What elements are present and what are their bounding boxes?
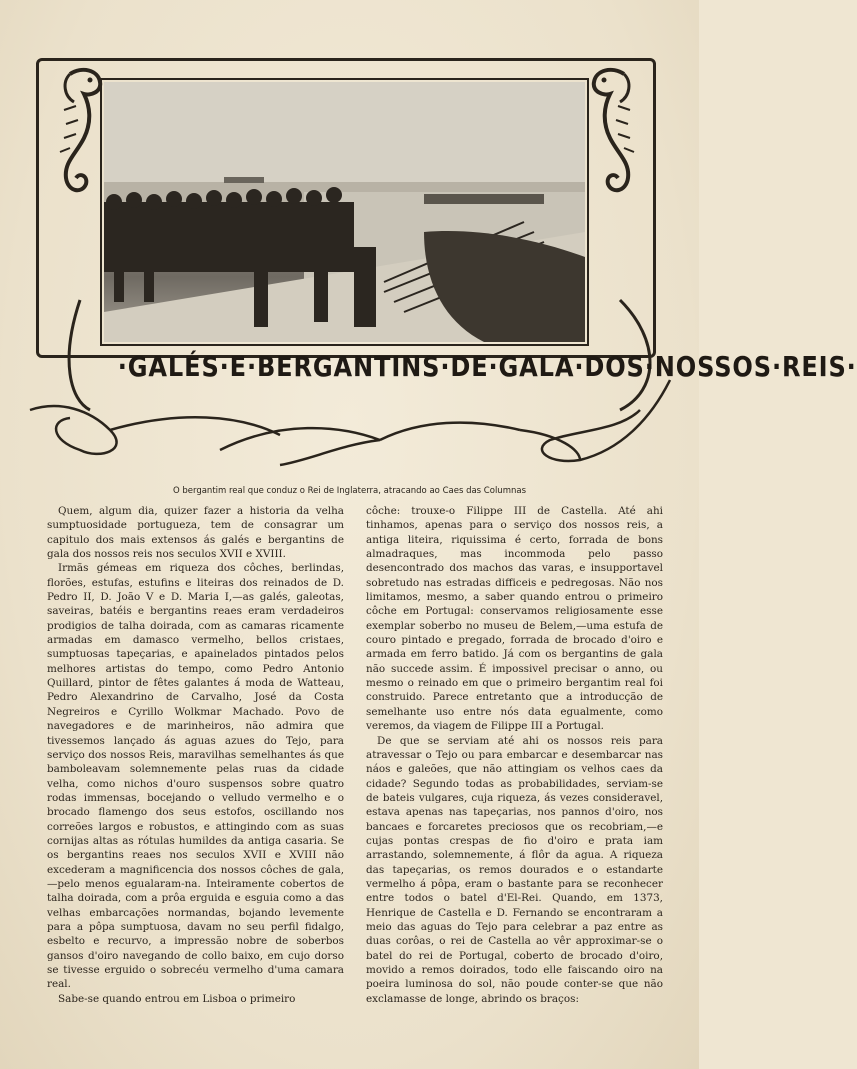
paragraph: Quem, algum dia, quizer fazer a historia da velha sumptuosidade portugueza, tem de consagrar um capitulo dos mais extensos ás galés e bergantins de gala dos nossos reis nos seculos XVII e XVIII. bbox=[47, 505, 344, 561]
paragraph: côche: trouxe-o Filippe III de Castella. Até ahi tinhamos, apenas para o serviço dos nossos reis, a antiga liteira, riquissima é certo, forrada de bons almadraques, mas incommoda pelo passo desencontrado dos machos das varas, e insupportavel sobretudo nas estradas difficeis e pedregosas. Não nos limitamos, mesmo, a saber quando entrou o primeiro côche em Portugal: conservamos religiosamente esse exemplar soberbo no museu de Belem,—uma estufa de couro pintado e pregado, forrada de brocado d'oiro e armada em ferro batido. Já com os bergantins de gala não succede assim. É impossivel precisar o anno, ou mesmo o reinado em que o primeiro bergantim real foi construido. Parece entretanto que a introducção de semelhante uso entre nós data egualmente, como veremos, da viagem de Filippe III a Portugal. bbox=[366, 505, 663, 733]
paragraph: Irmãs gémeas em riqueza dos côches, berlindas, florões, estufas, estufins e liteiras dos reinados de D. Pedro II, D. João V e D. Maria I,—as galés, galeotas, saveiras, batéis e bergantins reaes eram verdadeiros prodigios de talha doirada, com as camaras ricamente armadas em damasco vermelho, bellos cristaes, sumptuosas tapeçarias, e apainelados pintados pelos melhores artistas do tempo, como Pedro Antonio Quillard, pintor de fêtes galantes á moda de Watteau, Pedro Alexandrino de Carvalho, José da Costa Negreiros e Cyrillo Wolkmar Machado. Povo de navegadores e de marinheiros, não admira que tivessemos lançado ás aguas azues do Tejo, para serviço dos nossos Reis, maravilhas semelhantes ás que bamboleavam solemnemente pelas ruas da cidade velha, como nichos d'ouro suspensos sobre quatro rodas immensas, bocejando o velludo vermelho e o brocado flamengo dos seus estofos, oscillando nos correões largos e robustos, e attingindo com as suas cornijas altas as rótulas humildes da antiga casaria. Se os bergantins reaes nos seculos XVII e XVIII não excederam a magnificencia dos nossos côches de gala,—pelo menos egualaram-na. Inteiramente cobertos de talha doirada, com a prôa erguida e esguia como a das velhas embarcações normandas, bojando levemente para a pôpa sumptuosa, davam no seu perfil fidalgo, esbelto e recurvo, a impressão nobre de soberbos gansos d'oiro navegando de collo baixo, em cujo dorso se tivesse erguido o sobrecéu vermelho d'uma camara real. bbox=[47, 562, 344, 991]
photo-caption: O bergantim real que conduz o Rei de Inglaterra, atracando ao Caes das Columnas bbox=[172, 486, 527, 496]
swan-ornament-icon bbox=[20, 300, 857, 490]
article-title: ·GALÉS·E·BERGANTINS·DE·GALA·DOS·NOSSOS·REIS· bbox=[117, 350, 857, 383]
right-column bbox=[366, 504, 663, 1006]
left-column bbox=[47, 504, 344, 1006]
paragraph: Sabe-se quando entrou em Lisboa o primeiro bbox=[58, 992, 296, 1005]
paragraph: De que se serviam até ahi os nossos reis para atravessar o Tejo ou para embarcar e desembarcar nas náos e galeões, que não attingiam os velhos caes da cidade? Segundo todas as probabilidades, serviam-se de bateis vulgares, cuja riqueza, ás vezes consideravel, estava apenas nas tapeçarias, nos pannos d'oiro, nos bancaes e forcaretes preciosos que os recobriam,—e cujas pontas crespas de fio d'oiro e prata iam arrastando, solemnemente, á flôr da agua. A riqueza das tapeçarias, os remos dourados e o estandarte vermelho á pôpa, eram o bastante para se reconhecer entre todos o batel d'El-Rei. Quando, em 1373, Henrique de Castella e D. Fernando se encontraram a meio das aguas do Tejo para celebrar a paz entre as duas corôas, o rei de Castella ao vêr approximar-se o batel do rei de Portugal, coberto de brocado d'oiro, movido a remos doirados, todo elle faiscando oiro na poeira luminosa do sol, não poude conter-se que não exclamasse de longe, abrindo os braços: bbox=[366, 734, 663, 1005]
seahorse-right-icon bbox=[582, 62, 654, 202]
